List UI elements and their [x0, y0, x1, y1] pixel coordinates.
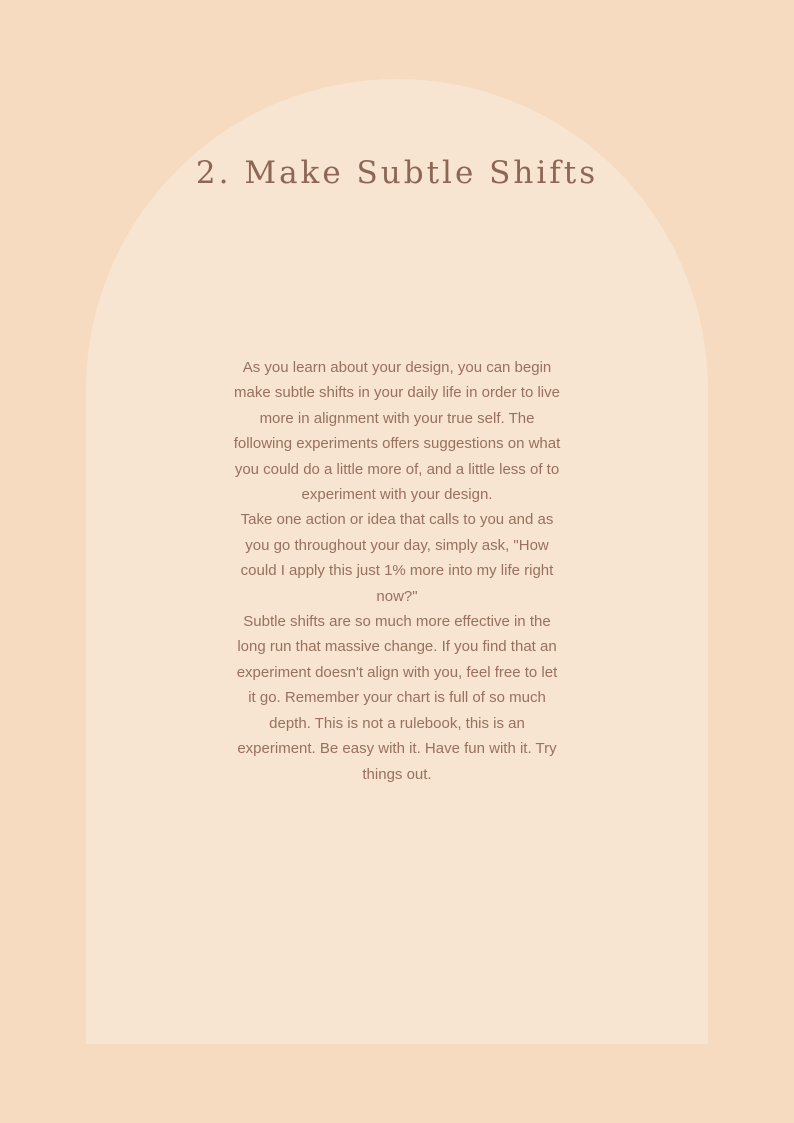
paragraph-subtle-shifts: Subtle shifts are so much more effective in the long run that massive change. If you find that an experiment doesn't align with you, feel free to let it go. Remember your chart is full of so much depth. This is not a rulebook, this is an experiment. Be easy with it. Have fun with it. Try things out. [236, 613, 558, 783]
paragraph-intro: As you learn about your design, you can begin make subtle shifts in your daily life in order to live more in alignment with your true self. The following experiments offers suggestions on what you could do a little more of, and a little less of to experiment with your design. [233, 359, 561, 504]
paragraph-action: Take one action or idea that calls to you and as you go throughout your day, simply ask, "How could I apply this just 1% more into my life right now?" [240, 511, 554, 605]
body-text [232, 355, 562, 787]
page-title: 2. Make Subtle Shifts [195, 155, 599, 191]
